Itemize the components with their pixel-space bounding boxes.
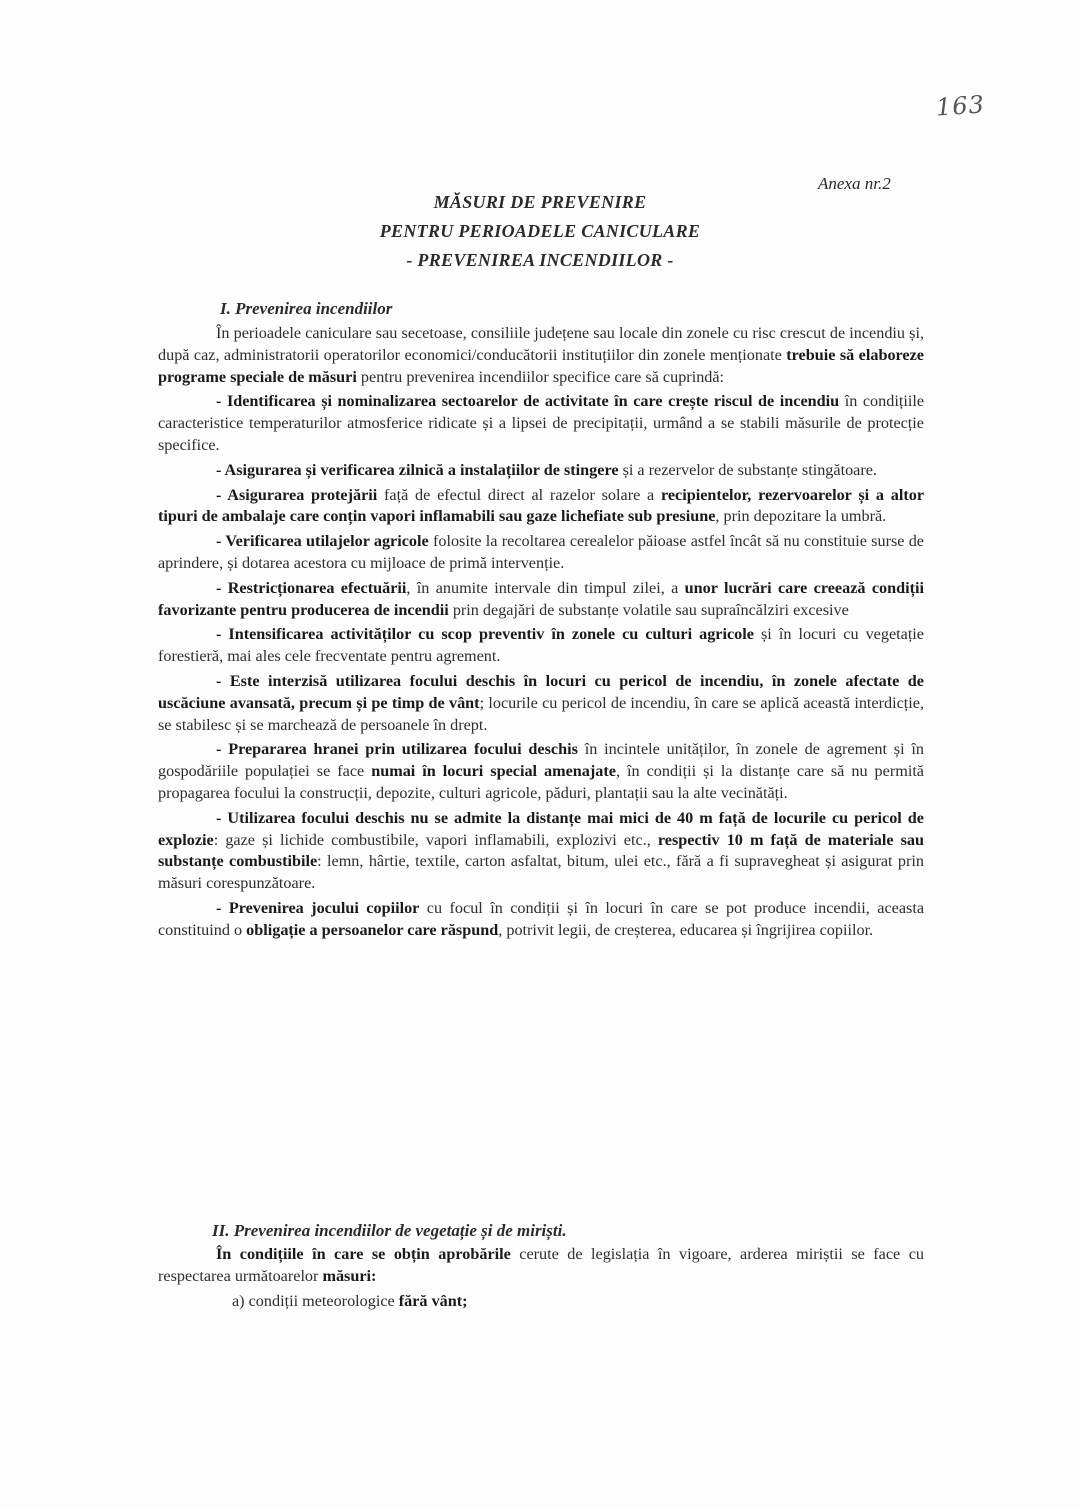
annex-label: Anexa nr.2 <box>818 174 891 193</box>
document-title-line-2: PENTRU PERIOADELE CANICULARE <box>379 221 701 241</box>
section-1-body <box>158 323 924 945</box>
section-2-body <box>158 1244 924 1315</box>
document-title-line-3: - PREVENIREA INCENDIILOR - <box>406 250 674 270</box>
section-1-heading: I. Prevenirea incendiilor <box>220 299 393 318</box>
measure-item-3: - Asigurarea protejării față de efectul direct al razelor solare a recipientelor, rezervoarelor și a altor tipuri de ambalaje care conțin vapori inflamabili sau gaze lichefiate sub presiune, prin depozitare la umbră. <box>158 485 924 526</box>
measure-item-1: - Identificarea și nominalizarea sectoarelor de activitate în care crește riscul de incendiu în condițiile caracteristice temperaturilor atmosferice ridicate și a lipsei de precipitații, urmând a se stabili măsurile de protecție specifice. <box>158 392 925 454</box>
handwritten-page-number: 163 <box>935 90 986 122</box>
measure-item-10: - Prevenirea jocului copiilor cu focul în condiții și în locuri în care se pot produce incendii, aceasta constituind o obligație a persoanelor care răspund, potrivit legii, de creșterea, educarea și îngrijirea copiilor. <box>158 898 925 939</box>
document-title-line-1: MĂSURI DE PREVENIRE <box>433 192 647 212</box>
measure-item-8: - Prepararea hranei prin utilizarea focului deschis în incintele unităților, în zonele de agrement și în gospodăriile populației se face numai în locuri special amenajate, în condiții și la distanțe care să nu permită propagarea focului la construcții, depozite, culturi agricole, păduri, plantații sau la alte vecinătăți. <box>158 740 924 802</box>
section-1-intro: În perioadele caniculare sau secetoase, consiliile județene sau locale din zonele cu risc crescut de incendiu și, după caz, administratorii operatorilor economici/conducătorii instituțiilor din zonele menționate trebuie să elaboreze programe speciale de măsuri pentru prevenirea incendiilor specifice care să cuprindă: <box>158 324 924 386</box>
measure-item-4: - Verificarea utilajelor agricole folosite la recoltarea cerealelor păioase astfel încât să nu constituie surse de aprindere, și dotarea acestora cu mijloace de primă intervenție. <box>158 532 924 572</box>
section-2-heading: II. Prevenirea incendiilor de vegetație și de miriști. <box>212 1221 567 1240</box>
measure-item-9: - Utilizarea focului deschis nu se admite la distanțe mai mici de 40 m față de locurile cu pericol de explozie: gaze și lichide combustibile, vapori inflamabili, explozivi etc., respectiv 10 m față de materiale sau substanțe combustibile: lemn, hârtie, textile, carton asfaltat, bitum, ulei etc., fără a fi supravegheat și asigurat prin măsuri corespunzătoare. <box>158 808 924 893</box>
section-2-item-a: a) condiții meteorologice fără vânt; <box>232 1291 468 1310</box>
measure-item-7: - Este interzisă utilizarea focului deschis în locuri cu pericol de incendiu, în zonele afectate de uscăciune avansată, precum și pe timp de vânt; locurile cu pericol de incendiu, în care se aplică această interdicție, se stabilesc și se marchează de persoanele în drept. <box>158 671 924 734</box>
measure-item-6: - Intensificarea activităților cu scop preventiv în zonele cu culturi agricole și în locuri cu vegetație forestieră, mai ales cele frecventate pentru agrement. <box>158 625 924 666</box>
measure-item-2: - Asigurarea și verificarea zilnică a instalațiilor de stingere și a rezervelor de substanțe stingătoare. <box>216 460 877 479</box>
section-2-intro: În condițiile în care se obțin aprobările cerute de legislația în vigoare, arderea miriștii se face cu respectarea următoarelor măsuri: <box>158 1245 924 1285</box>
measure-item-5: - Restricționarea efectuării, în anumite intervale din timpul zilei, a unor lucrări care creează condiții favorizante pentru producerea de incendii prin degajări de substanțe volatile sau supraîncălziri excesive <box>158 578 924 619</box>
